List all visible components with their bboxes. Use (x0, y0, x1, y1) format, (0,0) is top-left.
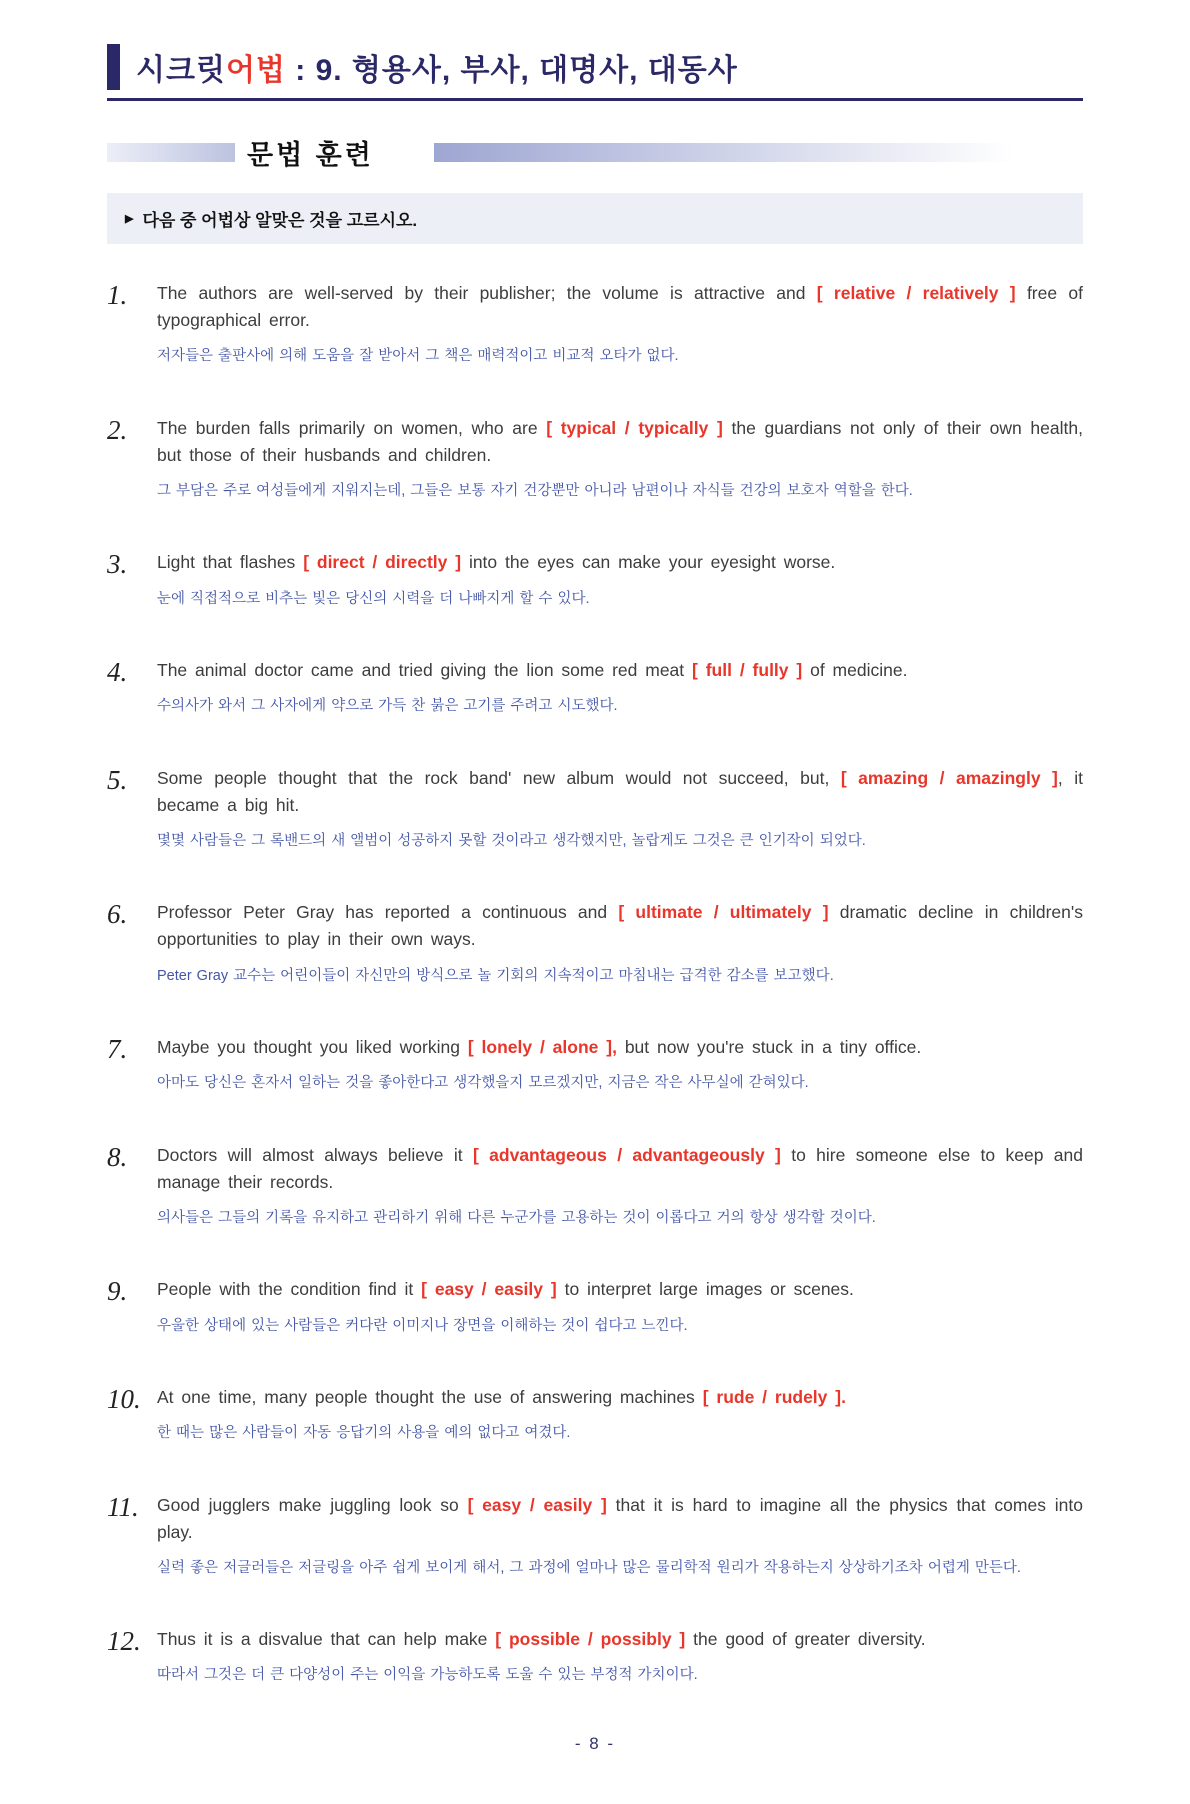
choice-bracket: [ relative / relatively ] (816, 283, 1016, 303)
sentence-pre: The animal doctor came and tried giving the lion some red meat (157, 660, 685, 681)
question-body (157, 1492, 1083, 1580)
header-divider (107, 98, 1083, 101)
korean-translation: 몇몇 사람들은 그 록밴드의 새 앨범이 성공하지 못할 것이라고 생각했지만, 놀랍게도 그것은 큰 인기작이 되었다. (157, 832, 866, 849)
question-item (107, 765, 1083, 853)
korean-translation: 따라서 그것은 더 큰 다양성이 주는 이익을 가능하도록 도울 수 있는 부정적 가치이다. (157, 1667, 698, 1684)
question-number: 4. (107, 657, 128, 688)
sentence-post: , it became a big hit. (157, 767, 1083, 815)
instruction-text: 다음 중 어법상 알맞은 것을 고르시오. (142, 211, 418, 230)
page-title (136, 45, 738, 89)
sentence-pre: At one time, many people thought the use of answering machines (157, 1386, 695, 1407)
question-item (107, 657, 1083, 718)
sentence-post: the guardians not only of their own health, but those of their husbands and children. (157, 417, 1083, 465)
question-body (157, 1142, 1083, 1230)
question-number: 2. (107, 414, 128, 445)
title-rest-part: : 9. 형용사, 부사, 대명사, 대동사 (285, 54, 738, 87)
korean-translation: 그 부담은 주로 여성들에게 지워지는데, 그들은 보통 자기 건강뿐만 아니라 남편이나 자식들 건강의 보호자 역할을 한다. (157, 482, 913, 499)
question-sentence (157, 280, 1083, 334)
question-item (107, 1626, 1083, 1687)
triangle-bullet-icon: ▶ (125, 213, 134, 225)
question-item (107, 1142, 1083, 1230)
question-sentence (157, 1492, 1083, 1546)
question-sentence (157, 899, 1083, 953)
question-sentence (157, 1142, 1083, 1196)
question-body (157, 657, 1083, 718)
question-item (107, 1492, 1083, 1580)
sentence-pre: Thus it is a disvalue that can help make (157, 1629, 488, 1650)
question-number: 12. (107, 1626, 141, 1657)
section-header (107, 135, 1083, 169)
sentence-post: that it is hard to imagine all the physics that comes into play. (157, 1494, 1083, 1542)
question-sentence (157, 1034, 1083, 1061)
korean-translation: 한 때는 많은 사람들이 자동 응답기의 사용을 예의 없다고 여겼다. (157, 1425, 571, 1442)
question-item (107, 549, 1083, 610)
sentence-pre: The burden falls primarily on women, who are (157, 417, 538, 438)
sentence-post: free of typographical error. (157, 283, 1083, 331)
question-item (107, 1384, 1083, 1445)
question-number: 5. (107, 764, 128, 795)
question-sentence (157, 1276, 1083, 1303)
question-item (107, 280, 1083, 368)
sentence-post: to interpret large images or scenes. (564, 1279, 854, 1300)
instruction-box (107, 193, 1083, 244)
question-sentence (157, 415, 1083, 469)
question-number: 9. (107, 1276, 128, 1307)
korean-translation: 의사들은 그들의 기록을 유지하고 관리하기 위해 다른 누군가를 고용하는 것이 이롭다고 거의 항상 생각할 것이다. (157, 1209, 876, 1226)
page-header (107, 44, 1083, 90)
page-number: - 8 - (574, 1733, 616, 1753)
choice-bracket: [ ultimate / ultimately ] (618, 902, 829, 923)
sentence-pre: Maybe you thought you liked working (157, 1037, 460, 1058)
choice-bracket: [ advantageous / advantageously ] (472, 1144, 781, 1165)
question-item (107, 899, 1083, 987)
korean-translation: 실력 좋은 저글러들은 저글링을 아주 쉽게 보이게 해서, 그 과정에 얼마나 많은 물리학적 원리가 작용하는지 상상하기조차 어렵게 만든다. (157, 1559, 1021, 1576)
choice-bracket: [ typical / typically ] (546, 417, 723, 438)
question-body (157, 1276, 1083, 1337)
korean-translation: 우울한 상태에 있는 사람들은 커다란 이미지나 장면을 이해하는 것이 쉽다고 느낀다. (157, 1317, 688, 1334)
sentence-post: into the eyes can make your eyesight worse. (468, 552, 836, 573)
korean-translation: Peter Gray 교수는 어린이들이 자신만의 방식으로 놀 기회의 지속적이고 마침내는 급격한 감소를 보고했다. (157, 967, 834, 984)
question-sentence (157, 765, 1083, 819)
question-number: 7. (107, 1034, 128, 1065)
question-number: 3. (107, 549, 128, 580)
question-body (157, 1034, 1083, 1095)
korean-translation: 아마도 당신은 혼자서 일하는 것을 좋아한다고 생각했을지 모르겠지만, 지금은 작은 사무실에 갇혀있다. (157, 1075, 809, 1092)
question-sentence (157, 1384, 1083, 1411)
question-number: 6. (107, 899, 128, 930)
sentence-pre: People with the condition find it (157, 1279, 414, 1300)
sentence-pre: Doctors will almost always believe it (157, 1144, 463, 1165)
sentence-pre: Some people thought that the rock band' new album would not succeed, but, (157, 767, 830, 788)
korean-translation: 수의사가 와서 그 사자에게 약으로 가득 찬 붉은 고기를 주려고 시도했다. (157, 698, 618, 715)
question-sentence (157, 549, 1083, 576)
section-title: 문법 훈련 (247, 139, 374, 170)
question-number: 8. (107, 1141, 128, 1172)
section-gradient-left (107, 143, 235, 162)
choice-bracket: [ rude / rudely ]. (702, 1386, 846, 1407)
sentence-pre: Light that flashes (157, 552, 296, 573)
title-red-part: 어법 (225, 54, 286, 87)
question-number: 11. (107, 1491, 139, 1522)
sentence-post: to hire someone else to keep and manage their records. (157, 1144, 1083, 1192)
choice-bracket: [ lonely / alone ], (467, 1037, 617, 1058)
question-body (157, 415, 1083, 503)
question-item (107, 1276, 1083, 1337)
sentence-pre: Professor Peter Gray has reported a continuous and (157, 902, 608, 923)
korean-translation: 저자들은 출판사에 의해 도움을 잘 받아서 그 책은 매력적이고 비교적 오타가 없다. (157, 348, 679, 365)
question-body (157, 549, 1083, 610)
sentence-post: dramatic decline in children's opportunities to play in their own ways. (157, 902, 1083, 950)
choice-bracket: [ easy / easily ] (467, 1494, 607, 1515)
header-accent-bar (107, 44, 120, 90)
sentence-post: the good of greater diversity. (693, 1629, 926, 1650)
question-body (157, 280, 1083, 368)
question-sentence (157, 1626, 1083, 1653)
question-body (157, 1384, 1083, 1445)
title-navy-part: 시크릿 (136, 54, 226, 87)
sentence-post: of medicine. (810, 660, 908, 681)
sentence-post: but now you're stuck in a tiny office. (624, 1037, 922, 1058)
choice-bracket: [ direct / directly ] (303, 552, 462, 573)
korean-translation: 눈에 직접적으로 비추는 빛은 당신의 시력을 더 나빠지게 할 수 있다. (157, 590, 590, 607)
choice-bracket: [ full / fully ] (692, 660, 803, 681)
question-number: 1. (107, 280, 128, 310)
section-gradient-right (434, 143, 1013, 162)
question-item (107, 415, 1083, 503)
choice-bracket: [ possible / possibly ] (495, 1629, 686, 1650)
choice-bracket: [ amazing / amazingly ] (840, 767, 1058, 788)
question-item (107, 1034, 1083, 1095)
sentence-pre: The authors are well-served by their publisher; the volume is attractive and (157, 283, 806, 303)
question-sentence (157, 657, 1083, 684)
question-list (107, 280, 1083, 1687)
question-body (157, 765, 1083, 853)
question-body (157, 899, 1083, 987)
choice-bracket: [ easy / easily ] (421, 1279, 557, 1300)
question-number: 10. (107, 1383, 141, 1414)
question-body (157, 1626, 1083, 1687)
sentence-pre: Good jugglers make juggling look so (157, 1494, 459, 1515)
